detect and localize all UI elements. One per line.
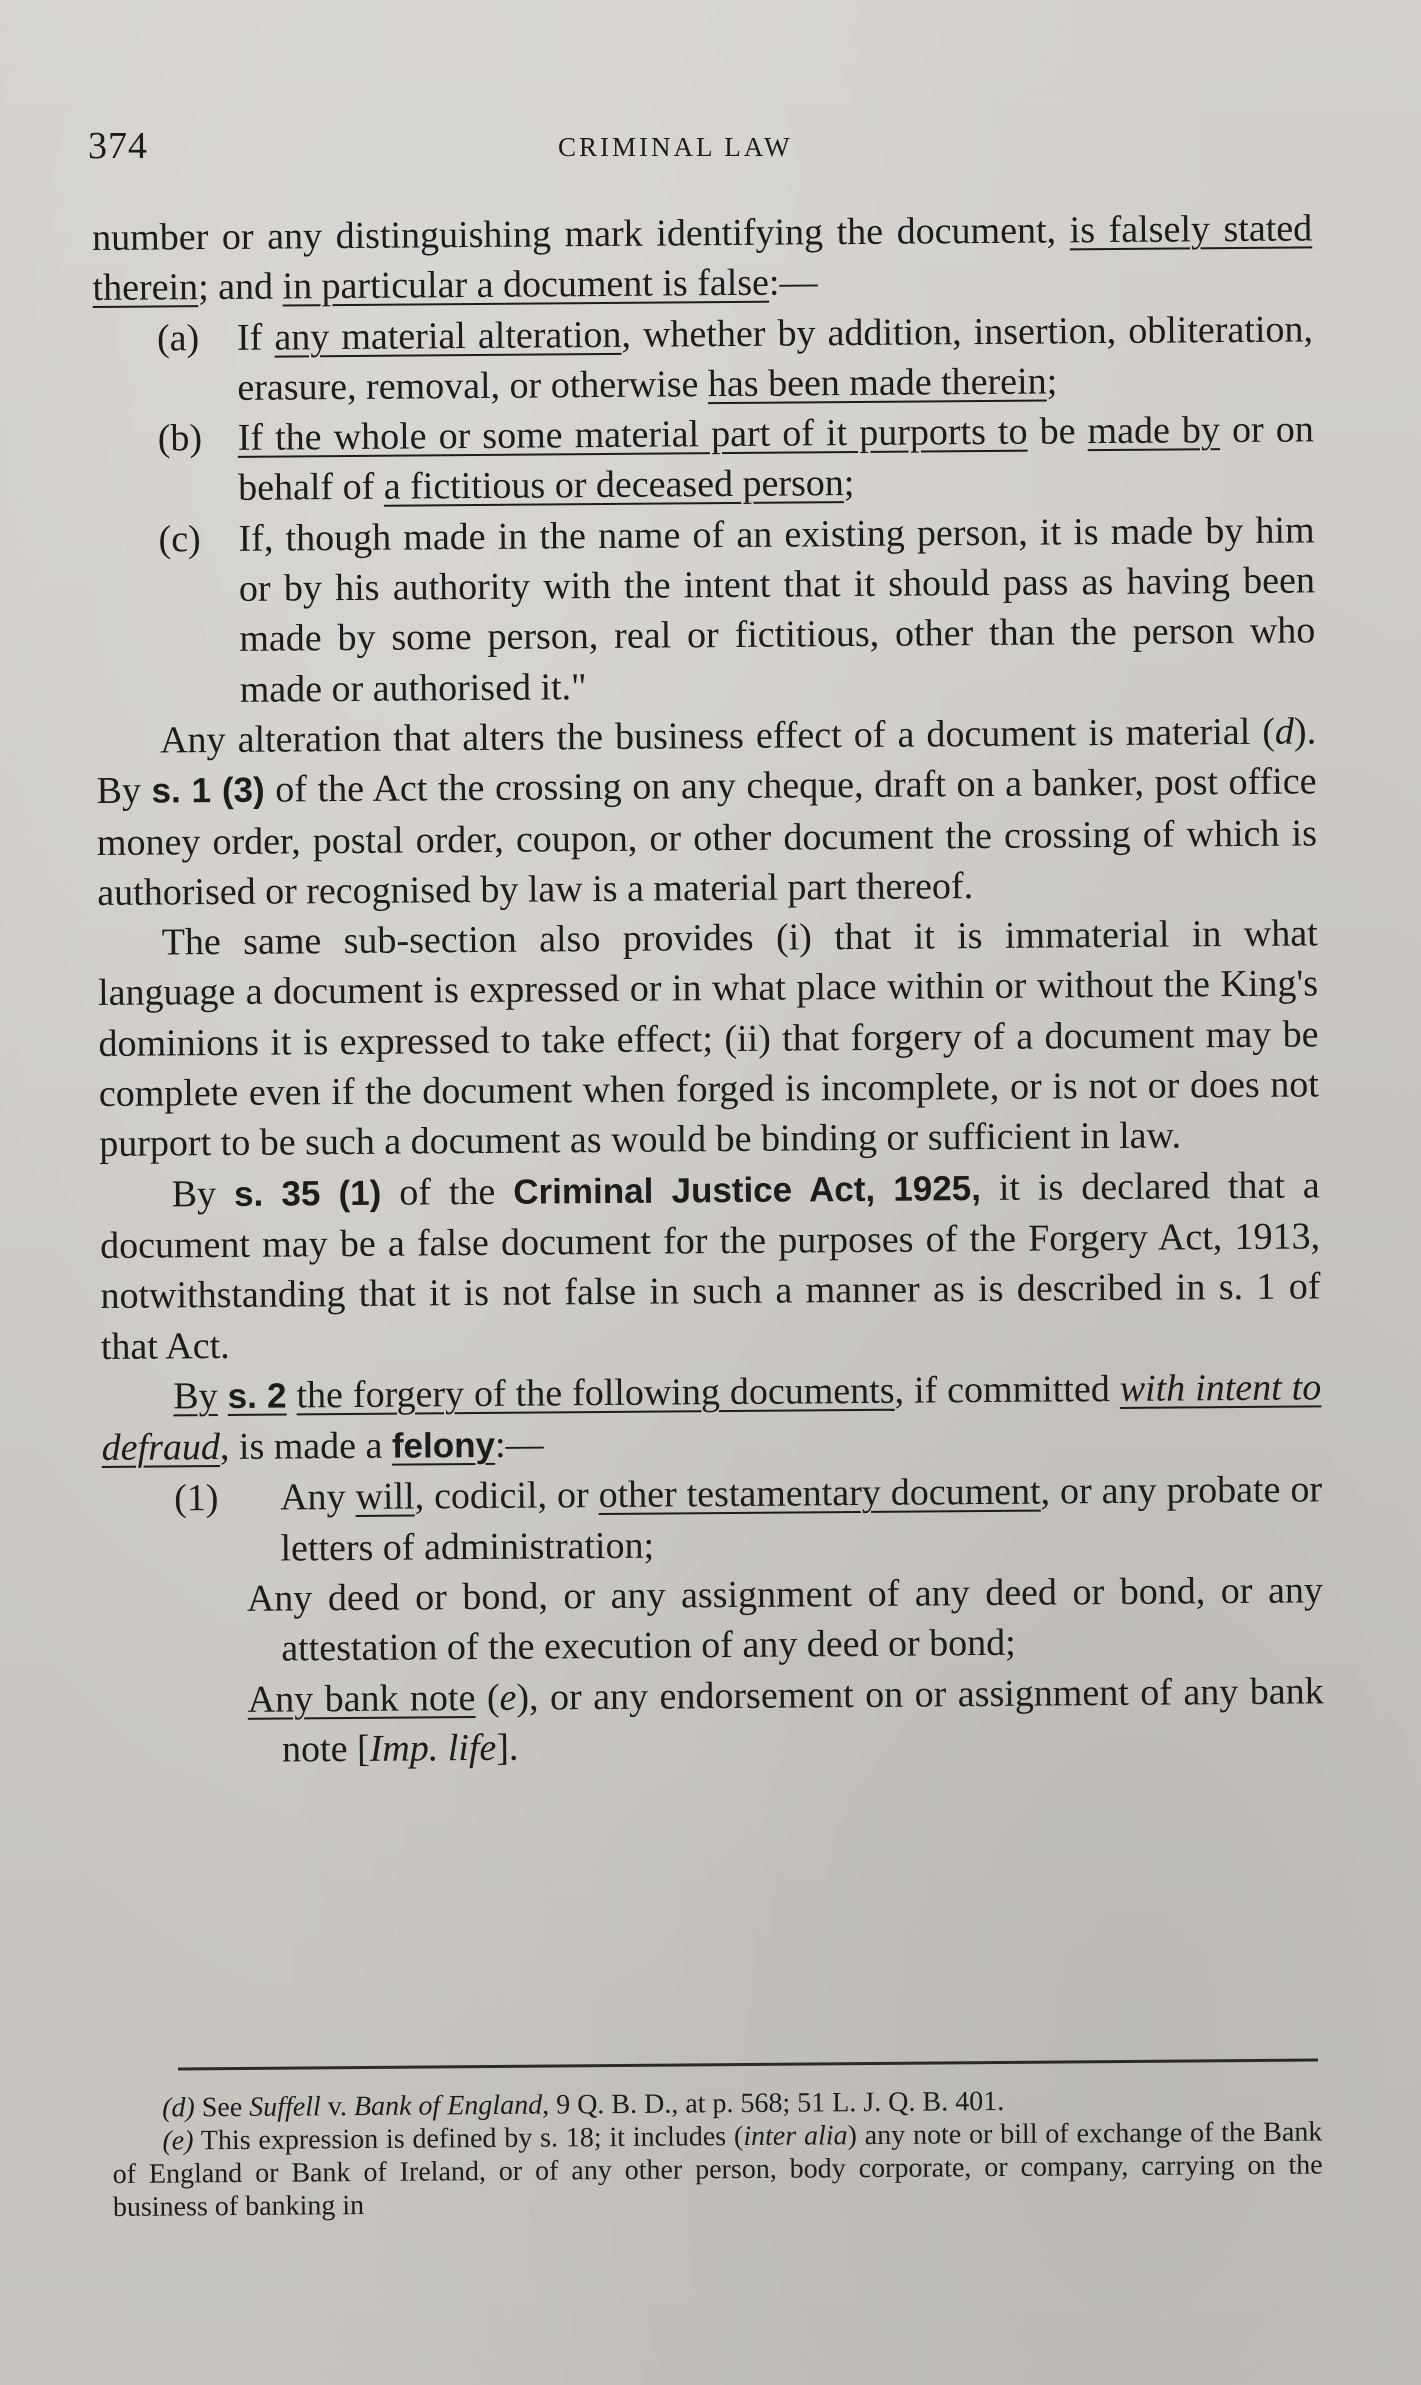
list-text: ]. — [496, 1726, 519, 1769]
clause-text: If — [236, 316, 263, 359]
underlined-phrase: other testamentary document — [598, 1471, 1041, 1517]
list-item-bank-notes — [103, 1666, 1324, 1776]
section-ref: s. 2 — [227, 1376, 287, 1416]
footnote-e — [112, 2115, 1323, 2224]
underlined-phrase: a fictitious or deceased person — [383, 462, 844, 509]
underlined-phrase: By — [173, 1374, 218, 1418]
clause-text: be — [1039, 410, 1076, 453]
case-name: Suffell — [249, 2091, 321, 2123]
underlined-phrase: in particular a document is false — [282, 261, 770, 308]
intro-text: :— — [768, 261, 818, 304]
paragraph-section-2 — [101, 1362, 1322, 1474]
underlined-phrase: any material alteration — [274, 313, 622, 359]
section-ref: s. 35 (1) — [233, 1173, 382, 1214]
underlined-phrase: has been made therein — [707, 360, 1047, 406]
footnote-text: , 9 Q. B. D., at p. 568; 51 L. J. Q. B. 401. — [542, 2085, 1005, 2121]
footnote-ref: d — [1274, 710, 1295, 753]
paragraph-text: By — [171, 1172, 217, 1216]
list-text: Any — [279, 1476, 346, 1519]
clause-text: If, though made in the name of an existing person, it is made by him or by his authority with the intent that it should pass as having been made by some person, real or fictitious, other than the person who made or authorised it." — [238, 509, 1316, 711]
paragraph-criminal-justice-act — [100, 1160, 1322, 1372]
underlined-phrase: made by — [1087, 409, 1221, 453]
clause-label: (a) — [156, 316, 200, 360]
citation-abbrev: Imp. life — [369, 1726, 497, 1770]
footnotes — [112, 2082, 1323, 2223]
list-text: , codicil, or — [414, 1474, 589, 1518]
underlined-phrase: Any bank note — [247, 1676, 476, 1721]
list-text: ( — [486, 1676, 500, 1719]
paragraph-text: ). By — [96, 710, 1317, 813]
footnote-text: This expression is defined by s. 18; it includes ( — [200, 2121, 744, 2157]
clause-label: (c) — [158, 517, 201, 561]
paragraph-material-alteration — [96, 706, 1318, 918]
underlined-phrase: with intent to defraud — [101, 1366, 1322, 1470]
underlined-phrase: is falsely stated therein — [92, 207, 1313, 310]
clause-c — [94, 505, 1316, 716]
section-ref: s. 1 (3) — [151, 770, 265, 811]
intro-text: ; and — [197, 265, 274, 309]
footnote-text: See — [201, 2091, 243, 2124]
clause-a — [93, 304, 1314, 414]
footnote-ref: e — [499, 1676, 517, 1719]
intro-text: number or any distinguishing mark identifying the document, — [92, 209, 1057, 259]
clause-text: ; — [843, 462, 855, 505]
footnote-text: ) any note or bill of exchange of the Bank of England or Bank of Ireland, or of any other person, body corporate, or company, carrying on the business of banking in — [112, 2116, 1323, 2223]
clause-text: , whether by addition, insertion, obliteration, erasure, removal, or otherwise — [237, 308, 1314, 409]
felony-term: felony — [391, 1425, 496, 1466]
footnote-divider — [178, 2059, 1318, 2071]
latin-phrase: inter alia — [743, 2120, 848, 2153]
underlined-phrase: the forgery of the following documents — [296, 1369, 895, 1417]
list-text: , or any probate or letters of administration; — [280, 1468, 1323, 1570]
running-head: CRIMINAL LAW — [558, 132, 793, 162]
paragraph-text: it is declared that a document may be a false document for the purposes of the Forgery Act, 1913, notwithstanding that it is not false in such a manner as is described in s. 1 of that Act. — [99, 1164, 1321, 1368]
paragraph-text: of the Act the crossing on any cheque, draft on a banker, post office money order, postal order, coupon, or other document the crossing of which is authorised or recognised by law is a material part thereof. — [96, 760, 1318, 914]
clause-label: (b) — [157, 417, 203, 460]
paragraph-text: of the — [399, 1170, 496, 1214]
page-number: 374 — [88, 125, 148, 167]
underlined-phrase: will — [355, 1475, 415, 1519]
page-header — [88, 124, 1318, 178]
footnote-text: v. — [327, 2091, 348, 2123]
list-text: ), or any endorsement on or assignment of any bank note [ — [281, 1669, 1324, 1771]
body-text — [92, 203, 1324, 1776]
clause-b — [94, 405, 1315, 515]
paragraph-text: , if committed — [894, 1367, 1110, 1412]
intro-paragraph — [92, 203, 1313, 313]
list-label: (1) — [173, 1477, 219, 1520]
list-item-wills — [102, 1465, 1323, 1575]
footnote-mark: (e) — [162, 2125, 194, 2157]
paragraph-text: :— — [494, 1423, 544, 1466]
paragraph-text: , is made a — [219, 1424, 383, 1469]
clause-text: or on behalf of — [238, 408, 1314, 510]
clause-text: ; — [1046, 360, 1058, 403]
paragraph-text: Any alteration that alters the business effect of a document is material ( — [159, 710, 1276, 762]
underlined-phrase: If the whole or some material part of it purports to — [237, 410, 1028, 460]
paragraph-sub-section: The same sub-section also provides (i) that it is immaterial in what language a document is expressed or in what place within or without the King's dominions it is expressed to take effect; (ii) that forgery of a document may be complete even if the document when forged is incomplete, or is not or does not purport to be such a document as would be binding or sufficient in law. — [97, 912, 1320, 1166]
list-item-deeds: Any deed or bond, or any assignment of any deed or bond, or any attestation of the execution of any deed or bond; — [246, 1569, 1324, 1670]
act-title: Criminal Justice Act, 1925, — [513, 1168, 982, 1212]
footnote-mark: (d) — [162, 2092, 195, 2124]
case-name: Bank of England — [353, 2089, 543, 2123]
